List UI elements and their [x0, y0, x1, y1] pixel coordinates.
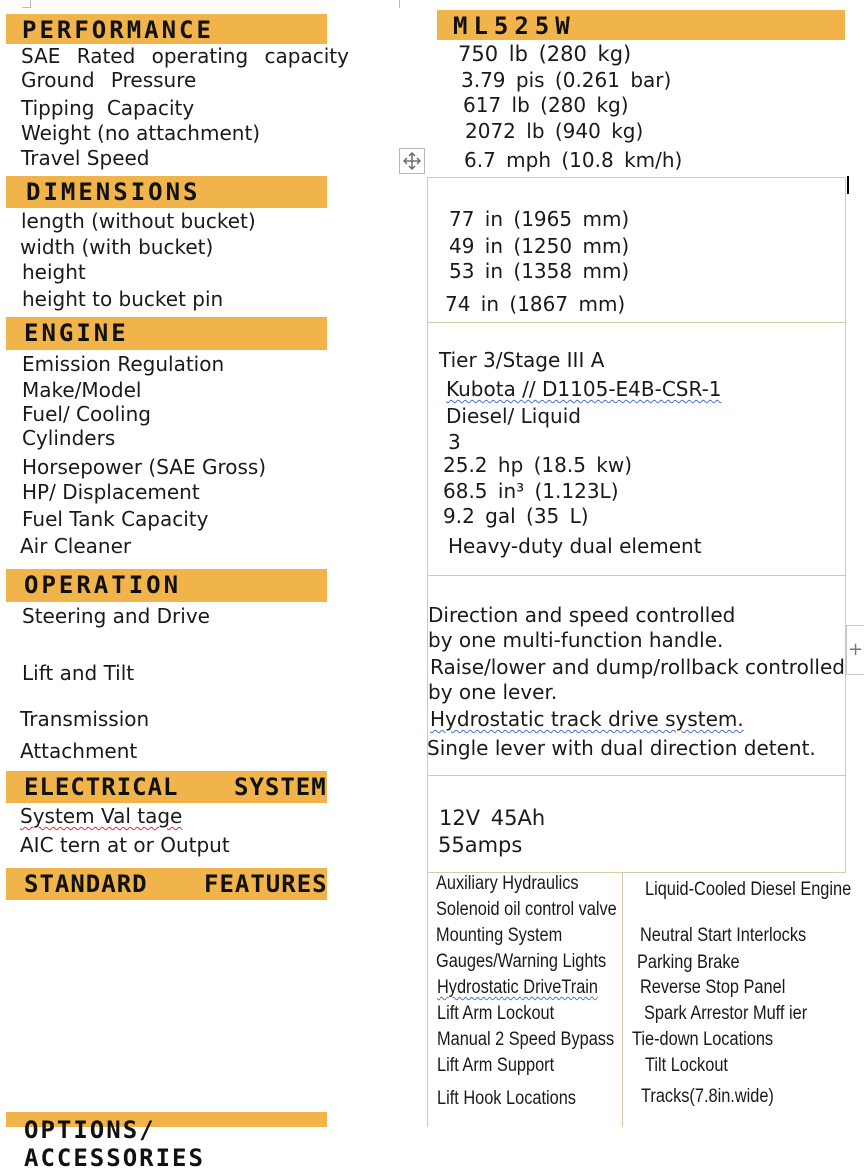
- spec-label: Fuel Tank Capacity: [22, 507, 209, 531]
- section-header-engine: ENGINE: [6, 317, 327, 350]
- feature-item: Neutral Start Interlocks: [640, 925, 807, 946]
- feature-item: Liquid-Cooled Diesel Engine: [645, 879, 852, 900]
- feature-item: Hydrostatic DriveTrain: [437, 977, 599, 998]
- spec-value: Heavy-duty dual element: [448, 534, 702, 558]
- spec-value: Tier 3/Stage III A: [439, 348, 605, 372]
- spec-label: Make/Model: [22, 378, 142, 402]
- spec-label: width (with bucket): [20, 235, 214, 259]
- section-header-performance: PERFORMANCE: [6, 14, 327, 44]
- table-rule: [427, 322, 845, 323]
- page-corner-mark: [30, 0, 31, 8]
- spec-value: 53 in (1358 mm): [449, 259, 630, 283]
- plus-icon: +: [847, 639, 864, 660]
- spec-value: 750 lb (280 kg): [458, 42, 632, 66]
- spec-value: 77 in (1965 mm): [449, 207, 630, 231]
- spec-label: Fuel/ Cooling: [22, 402, 151, 426]
- spec-label: SAE Rated operating capacity: [21, 44, 349, 68]
- feature-item: Gauges/Warning Lights: [436, 951, 607, 972]
- spec-value: by one lever.: [428, 680, 558, 704]
- feature-item: Lift Hook Locations: [437, 1088, 576, 1109]
- spec-value: 3.79 pis (0.261 bar): [461, 68, 672, 92]
- spec-label: Steering and Drive: [22, 604, 210, 628]
- feature-item: Parking Brake: [637, 952, 740, 973]
- add-row-button[interactable]: [846, 625, 864, 675]
- spec-label: System Val tage: [20, 804, 183, 828]
- spec-label: Attachment: [20, 739, 138, 763]
- spec-label: Transmission: [20, 707, 150, 731]
- spec-label: Tipping Capacity: [21, 96, 195, 120]
- spec-value: 2072 lb (940 kg): [465, 119, 644, 143]
- feature-item: Auxiliary Hydraulics: [436, 873, 579, 894]
- spec-label: HP/ Displacement: [22, 480, 200, 504]
- page-corner-mark: [22, 7, 30, 8]
- text-cursor: [847, 176, 849, 194]
- spec-value: 6.7 mph (10.8 km/h): [464, 148, 683, 172]
- spec-label: Horsepower (SAE Gross): [22, 455, 267, 479]
- table-rule: [427, 575, 845, 576]
- table-border-left: [427, 177, 428, 1127]
- model-header: ML525W: [437, 10, 845, 40]
- feature-item: Reverse Stop Panel: [640, 977, 786, 998]
- spec-label: Emission Regulation: [22, 352, 225, 376]
- spec-label: height: [22, 260, 86, 284]
- spec-label: AIC tern at or Output: [20, 833, 230, 857]
- section-header-dimensions: DIMENSIONS: [6, 176, 327, 208]
- feature-item: Lift Arm Lockout: [437, 1003, 555, 1024]
- table-move-handle[interactable]: [399, 148, 425, 174]
- feature-item: Mounting System: [436, 925, 563, 946]
- section-header-standard-features: STANDARD FEATURES: [6, 868, 327, 900]
- spec-label: Travel Speed: [21, 146, 150, 170]
- spec-label: Air Cleaner: [20, 534, 132, 558]
- spec-value: 9.2 gal (35 L): [443, 504, 589, 528]
- feature-item: Tie-down Locations: [632, 1029, 774, 1050]
- table-rule: [427, 177, 845, 178]
- spec-label: length (without bucket): [21, 209, 256, 233]
- spec-value: Hydrostatic track drive system.: [430, 707, 744, 731]
- spec-value: 12V 45Ah: [439, 806, 546, 830]
- spec-value: 74 in (1867 mm): [445, 292, 626, 316]
- section-header-operation: OPERATION: [6, 569, 327, 602]
- spec-value: 49 in (1250 mm): [449, 234, 630, 258]
- spec-value: 617 lb (280 kg): [463, 93, 629, 117]
- section-header-options: OPTIONS/ ACCESSORIES: [6, 1112, 327, 1127]
- spec-value: Direction and speed controlled: [428, 603, 736, 627]
- spec-value: Raise/lower and dump/rollback controlled: [430, 655, 845, 679]
- feature-item: Lift Arm Support: [437, 1055, 555, 1076]
- spec-label: Cylinders: [22, 426, 116, 450]
- spec-value: 3: [448, 430, 461, 454]
- spec-label: Ground Pressure: [21, 68, 197, 92]
- spec-value: 25.2 hp (18.5 kw): [443, 453, 633, 477]
- feature-item: Solenoid oil control valve: [436, 899, 617, 920]
- table-border-right: [845, 177, 846, 873]
- page-corner-mark: [399, 0, 400, 8]
- move-arrows-icon: [402, 151, 422, 171]
- spec-label: height to bucket pin: [22, 287, 224, 311]
- spec-value: 68.5 in³ (1.123L): [443, 479, 619, 503]
- spec-value: Single lever with dual direction detent.: [427, 736, 816, 760]
- feature-item: Spark Arrestor Muff ier: [644, 1003, 808, 1024]
- spec-value: Diesel/ Liquid: [446, 404, 581, 428]
- features-divider: [622, 872, 623, 1127]
- feature-item: Tilt Lockout: [645, 1055, 728, 1076]
- feature-item: Manual 2 Speed Bypass: [437, 1029, 615, 1050]
- spec-value: Kubota // D1105-E4B-CSR-1: [446, 377, 722, 401]
- feature-item: Tracks(7.8in.wide): [641, 1086, 774, 1107]
- section-header-electrical: ELECTRICAL SYSTEM: [6, 771, 327, 803]
- table-rule: [427, 775, 845, 776]
- spec-label: Weight (no attachment): [21, 121, 261, 145]
- spec-value: 55amps: [438, 833, 523, 857]
- spec-value: by one multi-function handle.: [428, 628, 724, 652]
- spec-label: Lift and Tilt: [22, 661, 135, 685]
